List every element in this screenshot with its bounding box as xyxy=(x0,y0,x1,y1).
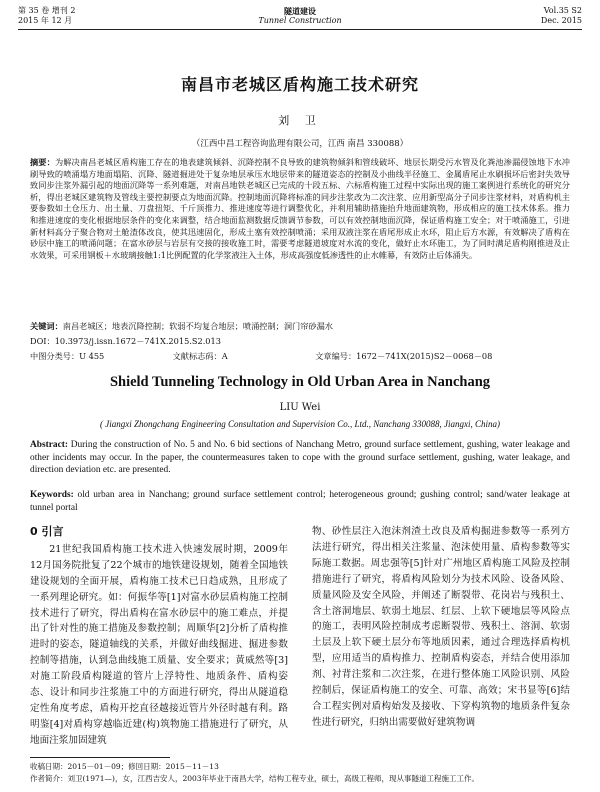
article-number: 文章编号：1672－741X(2015)S2－0068－08 xyxy=(315,351,493,361)
abstract-cn xyxy=(30,157,570,261)
abstract-en-text: During the construction of No. 5 and No. 6 bid sections of Nanchang Metro, ground surface settlement, gushing, water leakage and other incidents may occur. In the paper, the countermeasures taken to cope with the ground surface settlement, gushing, water leakage, and direction deviation etc. are presented. xyxy=(30,440,570,476)
abstract-cn-label: 摘要： xyxy=(30,157,55,167)
affiliation-cn: （江西中昌工程咨询监理有限公司，江西 南昌 330088） xyxy=(191,139,409,149)
keywords-en-label: Keywords: xyxy=(30,490,74,500)
footnote-author-bio: 作者简介：刘卫(1971—)，女，江西吉安人，2003年毕业于南昌大学，结构工程专业，硕士，高级工程师，现从事隧道工程施工工作。 xyxy=(30,774,480,783)
abstract-en-label: Abstract: xyxy=(30,440,69,450)
section-heading-intro: 0 引言 xyxy=(30,525,64,538)
body-column-right xyxy=(312,524,570,731)
volume-info: Vol.35 S2 Dec. 2015 xyxy=(540,6,582,25)
page-title-en: Shield Tunneling Technology in Old Urban Area in Nanchang xyxy=(109,374,491,390)
doi: DOI：10.3973/j.issn.1672－741X.2015.S2.013 xyxy=(30,336,221,346)
issue-info: 第 35 卷 增刊 2 2015 年 12 月 xyxy=(18,6,76,25)
keywords-en-text: old urban area in Nanchang; ground surface settlement control; heterogeneous ground; gushing control; sand/water leakage at tunnel portal xyxy=(30,490,570,513)
header-rule xyxy=(18,29,582,30)
document-code: 文献标志码：A xyxy=(172,351,228,361)
keywords-cn-text: 南昌老城区；地表沉降控制；软弱不均复合地层；喷涌控制；洞门帘砂漏水 xyxy=(62,321,333,331)
intro-paragraph-2: 物、砂性层注入泡沫剂渣土改良及盾构掘进参数等一系列方法进行研究，得出相关注浆量、泡沫使用量、盾构参数等实际施工数据。周忠强等[5]针对广州地区盾构施工风险及控制措施进行了研究，将盾构风险划分为技术风险、设备风险、质量风险及安全风险，并阐述了断裂带、花岗岩与残积土、含土溶洞地层、软弱土地层、红层、上软下硬地层等风险点的施工，表明风险控制成考虑断裂带、残积土、溶洞、软弱土层及上软下硬土层分布等地质因素，通过合理选择盾构机型，应用适当的盾构推力、控制盾构姿态，并结合使用添加剂、衬背注浆和二次注浆，在进行整体施工风险识别、风险控制后，保证盾构施工的安全、可靠、高效；宋书显等[6]结合工程实例对盾构始发及接收、下穿构筑物的地质条件复杂性进行研究，归纳出需要做好建筑物调 xyxy=(312,526,570,728)
abstract-en xyxy=(30,439,570,477)
author-en: LIU Wei xyxy=(279,402,321,413)
abstract-cn-text: 为解决南昌老城区盾构施工存在的地表建筑倾斜、沉降控制不良导致的建筑物倾斜和管线破坏、地层长期受污水管及化粪池渗漏侵蚀地下水冲刷导致的喷涌塌方地面塌陷、沉降、隧道掘进处于复杂地层承压水地层带来的隧道姿态的控制及小曲线半径施工、金属盾尾止水刷损坏后密封失效导致同步注浆外漏引起的地面沉降等一系列难题，对南昌地铁老城区已完成的十段五标、六标盾构施工过程中实际出现的施工案例进行系统化的研究分析，得出老城区建筑物及管线主要控制要点为地面沉降。控制地面沉降将标准的同步注浆改为二次注浆、应用新型高分子同步注浆材料，对盾构机主要参数如土仓压力、出土量、刀盘扭矩、千斤顶推力、推进速度等进行调整优化，并利用辅助措施抬升地面建筑物，形成相应的施工技术体系。推力和推进速度的变化根据地层条件的变化来调整，结合地面监测数据反馈调节参数，可以有效控制地面沉降，保证盾构施工安全；对于喷涌施工，引进新材料高分子聚合物对土舱渣体改良，使其迅速固化，形成土塞有效控制喷涌；采用双液注浆在盾尾形成止水环，阻止后方水源，有效解决了盾构在砂层中施工的喷涌问题；在富水砂层与岩层有交接的接收施工时，需要考虑隧道坡度对水流的变化，做好止水环施工，为了同时满足盾构刚推进及止水效果，可采用钢板＋水玻璃接触1:1比例配置的化学浆液注入土体，形成高强度低渗透性的止水帷幕，有效防止后体涌失。 xyxy=(30,157,570,260)
affiliation-en: ( Jiangxi Zhongchang Engineering Consultation and Supervision Co., Ltd., Nanchang 330088, Jiangxi, China) xyxy=(100,419,500,429)
clc-number: 中图分类号：U 455 xyxy=(30,351,105,361)
classification-line xyxy=(30,351,570,363)
journal-name: 隧道建设 Tunnel Construction xyxy=(258,6,342,25)
footnote-rule xyxy=(30,757,170,758)
keywords-cn-label: 关键词： xyxy=(30,321,63,331)
page-title-cn: 南昌市老城区盾构施工技术研究 xyxy=(180,75,419,94)
keywords-en xyxy=(30,489,570,514)
body-column-left xyxy=(30,524,288,749)
keywords-cn xyxy=(30,321,570,333)
running-header xyxy=(18,6,582,28)
intro-paragraph-1: 21世纪我国盾构施工技术进入快速发展时期，2009年12月国务院批复了22个城市的地铁建设规划，随着全国地铁建设规划的全面开展，盾构施工技术已日趋成熟，且形成了一系列理论研究。如：何振华等[1]对富水砂层盾构施工控制技术进行了研究，得出盾构在富水砂层中的施工难点，并提出了针对性的施工措施及参数控制；周顺华[2]分析了盾构推进时的姿态，隧道轴线的关系，并做好曲线掘进、掘进参数控制等措施，认到急曲线施工质量、安全要求；黄威然等[3]对施工阶段盾构隧道的管片上浮特性、地质条件、盾构姿态、设计和同步注浆施工中的方面进行研究，得出从隧道稳定性角度考虑，盾构开挖直径越接近管片外径时越有利。路明鉴[4]对盾构穿越临近建(构)筑物施工措施进行了研究，从地面注浆加固建筑 xyxy=(30,543,288,746)
author-cn: 刘 卫 xyxy=(278,114,322,127)
footnote-received: 收稿日期：2015－01－09；修回日期：2015－11－13 xyxy=(30,762,219,771)
